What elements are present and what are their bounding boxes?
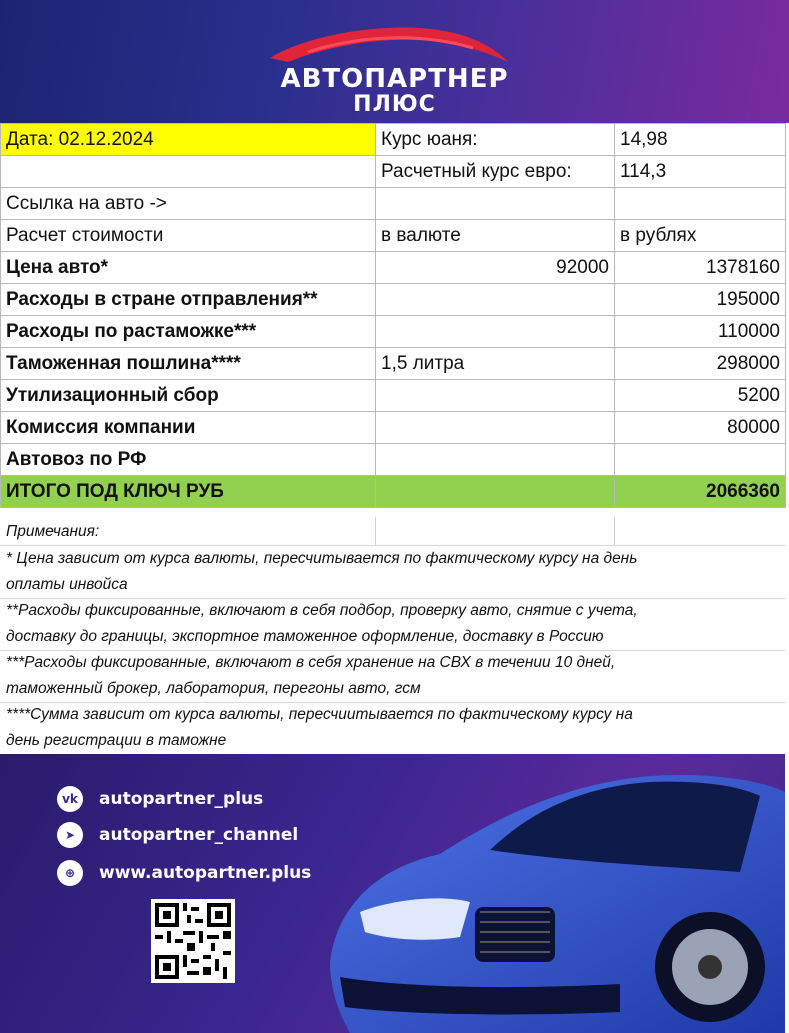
row-label[interactable]: Цена авто*: [1, 252, 376, 284]
table-row: [1, 124, 786, 156]
vk-link[interactable]: [57, 786, 263, 812]
table-row: [1, 252, 786, 284]
row-label[interactable]: Таможенная пошлина****: [1, 348, 376, 380]
table-row: [1, 348, 786, 380]
vk-handle: autopartner_plus: [99, 789, 264, 809]
currency-value[interactable]: [376, 444, 615, 476]
row-label[interactable]: Расходы в стране отправления**: [1, 284, 376, 316]
telegram-icon: ➤: [57, 822, 83, 848]
grid-divider: [0, 702, 785, 703]
grid-divider: [614, 517, 615, 546]
car-image: [320, 762, 785, 1033]
currency-value[interactable]: [376, 412, 615, 444]
row-label[interactable]: Комиссия компании: [1, 412, 376, 444]
note-line: * Цена зависит от курса валюты, пересчитывается по фактическому курсу на день: [6, 550, 638, 567]
header-banner: [0, 0, 789, 123]
note-line: ***Расходы фиксированные, включают в себя хранение на СВХ в течении 10 дней,: [6, 654, 616, 671]
ruble-value[interactable]: 5200: [615, 380, 786, 412]
grid-divider: [0, 598, 785, 599]
empty-cell[interactable]: [615, 188, 786, 220]
notes-section: [0, 517, 785, 753]
ruble-value[interactable]: [615, 444, 786, 476]
euro-rate-label[interactable]: Расчетный курс евро:: [376, 156, 615, 188]
currency-value[interactable]: [376, 316, 615, 348]
table-row: [1, 316, 786, 348]
total-row: [1, 476, 786, 508]
yuan-rate-value[interactable]: 14,98: [615, 124, 786, 156]
telegram-link[interactable]: [57, 822, 298, 848]
ruble-value[interactable]: 195000: [615, 284, 786, 316]
table-row: [1, 444, 786, 476]
row-label[interactable]: Расходы по растаможке***: [1, 316, 376, 348]
note-line: **Расходы фиксированные, включают в себя подбор, проверку авто, снятие с учета,: [6, 602, 638, 619]
row-label[interactable]: Утилизационный сбор: [1, 380, 376, 412]
total-label[interactable]: ИТОГО ПОД КЛЮЧ РУБ: [1, 476, 376, 508]
brand-subname: ПЛЮС: [353, 92, 436, 117]
qr-code-icon[interactable]: [151, 899, 235, 983]
cost-table: [0, 123, 785, 508]
table-row: [1, 188, 786, 220]
ruble-value[interactable]: 80000: [615, 412, 786, 444]
empty-cell[interactable]: [1, 156, 376, 188]
grid-divider: [0, 545, 785, 546]
note-line: доставку до границы, экспортное таможенное оформление, доставку в Россию: [6, 628, 604, 645]
currency-value[interactable]: 92000: [376, 252, 615, 284]
ruble-value[interactable]: 298000: [615, 348, 786, 380]
car-link-cell[interactable]: [376, 188, 615, 220]
date-cell[interactable]: Дата: 02.12.2024: [1, 124, 376, 156]
yuan-rate-label[interactable]: Курс юаня:: [376, 124, 615, 156]
grid-divider: [375, 517, 376, 546]
vk-icon: vk: [57, 786, 83, 812]
note-line: таможенный брокер, лаборатория, перегоны авто, гсм: [6, 680, 421, 697]
currency-value[interactable]: [376, 380, 615, 412]
header-in-rubles[interactable]: в рублях: [615, 220, 786, 252]
note-line: ****Сумма зависит от курса валюты, пересчиитывается по фактическому курсу на: [6, 706, 633, 723]
brand-name: АВТОПАРТНЕР: [280, 64, 509, 94]
website-link[interactable]: [57, 860, 311, 886]
footer-banner: [0, 754, 785, 1033]
total-currency-cell[interactable]: [376, 476, 615, 508]
globe-icon: ⊕: [57, 860, 83, 886]
table-row: [1, 284, 786, 316]
telegram-handle: autopartner_channel: [99, 825, 299, 845]
note-line: день регистрации в таможне: [6, 732, 227, 749]
note-line: оплаты инвойса: [6, 576, 128, 593]
euro-rate-value[interactable]: 114,3: [615, 156, 786, 188]
header-in-currency[interactable]: в валюте: [376, 220, 615, 252]
table-row: [1, 380, 786, 412]
ruble-value[interactable]: 110000: [615, 316, 786, 348]
grid-divider: [0, 650, 785, 651]
table-row: [1, 220, 786, 252]
total-value[interactable]: 2066360: [615, 476, 786, 508]
car-link-label[interactable]: Ссылка на авто ->: [1, 188, 376, 220]
website-url: www.autopartner.plus: [99, 863, 312, 883]
table-row: [1, 156, 786, 188]
row-label[interactable]: Автовоз по РФ: [1, 444, 376, 476]
header-cost-calc[interactable]: Расчет стоимости: [1, 220, 376, 252]
car-swoosh-logo-icon: [268, 22, 518, 70]
notes-title: Примечания:: [6, 523, 100, 540]
currency-value[interactable]: [376, 284, 615, 316]
ruble-value[interactable]: 1378160: [615, 252, 786, 284]
table-row: [1, 412, 786, 444]
engine-volume-value[interactable]: 1,5 литра: [376, 348, 615, 380]
